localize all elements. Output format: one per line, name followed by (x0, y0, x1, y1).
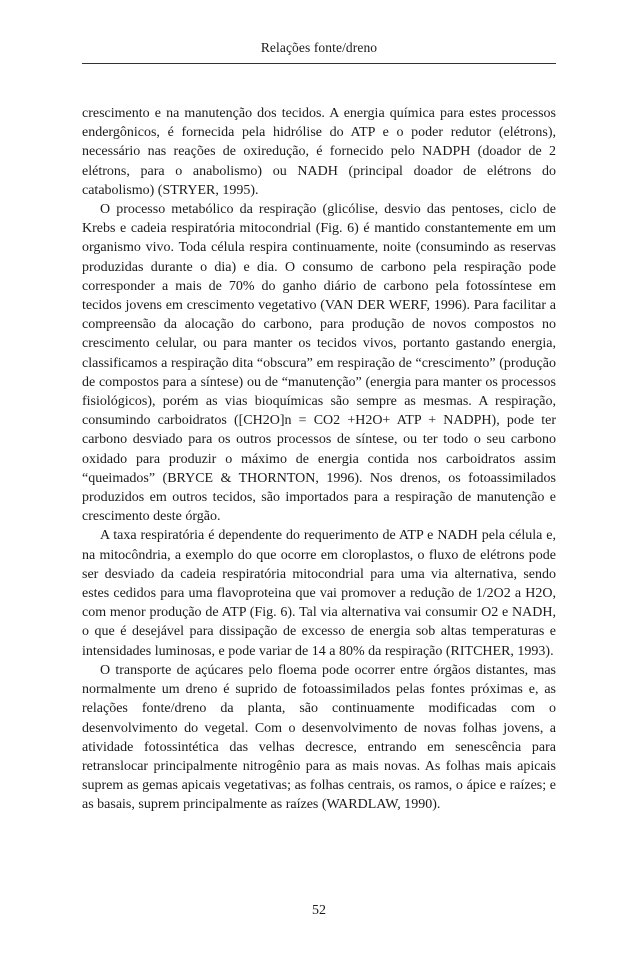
paragraph-1: crescimento e na manutenção dos tecidos. A energia química para estes processos endergônicos, é fornecida pela hidrólise do ATP e o poder redutor (elétrons), necessário nas reações de oxiredução, é fornecido pelo NADPH (doador de 2 elétrons, para o anabolismo) ou NADH (principal doador de elétrons do catabolismo) (STRYER, 1995). (82, 106, 556, 198)
running-header: Relações fonte/dreno (260, 40, 378, 55)
header-rule (82, 63, 556, 64)
paragraph-2: O processo metabólico da respiração (glicólise, desvio das pentoses, ciclo de Krebs e cadeia respiratória mitocondrial (Fig. 6) é mantido constantemente em um organismo vivo. Toda célula respira continuamente, noite (consumindo as reservas produzidas durante o dia) e dia. O consumo de carbono pela respiração pode corresponder a mais de 70% do ganho diário de carbono pela fotossíntese em tecidos jovens em crescimento vegetativo (VAN DER WERF, 1996). Para facilitar a compreensão da alocação do carbono, para produção de novos compostos no crescimento celular, ou para manter os tecidos vivos, portanto gastando energia, classificamos a respiração dita “obscura” em respiração de “crescimento” (produção de compostos para a síntese) ou de “manutenção” (energia para manter os processos fisiológicos), porém as vias bioquímicas são sempre as mesmas. A respiração, consumindo carboidratos ([CH2O]n = CO2 +H2O+ ATP + NADPH), pode ter carbono desviado para os outros processos de síntese, ou ter todo o seu carbono oxidado para produzir o máximo de energia contida nos carboidratos assim “queimados” (BRYCE & THORNTON, 1996). Nos drenos, os fotoassimilados produzidos em outros tecidos, são importados para a respiração de manutenção e crescimento deste órgão. (82, 202, 556, 525)
page-number: 52 (312, 903, 326, 918)
paragraph-4: O transporte de açúcares pelo floema pode ocorrer entre órgãos distantes, mas normalmente um dreno é suprido de fotoassimilados pelas fontes próximas e, as relações fonte/dreno da planta, são continuamente modificadas com o desenvolvimento do vegetal. Com o desenvolvimento de novas folhas jovens, a atividade fotossintética das velhas decresce, entrando em senescência para retranslocar principalmente nitrogênio para as mais novas. As folhas mais apicais suprem as gemas apicais vegetativas; as folhas centrais, os ramos, o ápice e raízes; e as basais, suprem principalmente as raízes (WARDLAW, 1990). (82, 662, 556, 813)
paragraph-3: A taxa respiratória é dependente do requerimento de ATP e NADH pela célula e, na mitocôndria, a exemplo do que ocorre em cloroplastos, o fluxo de elétrons pode ser desviado da cadeia respiratória mitocondrial para uma via alternativa, sendo estes cedidos para uma flavoproteina que vai promover a redução de 1/2O2 a H2O, com menor produção de ATP (Fig. 6). Tal via alternativa vai consumir O2 e NADH, o que é desejável para dissipação de excesso de energia sob altas temperaturas e intensidades luminosas, e pode variar de 14 a 80% da respiração (RITCHER, 1993). (82, 528, 556, 659)
body-text (82, 104, 556, 815)
